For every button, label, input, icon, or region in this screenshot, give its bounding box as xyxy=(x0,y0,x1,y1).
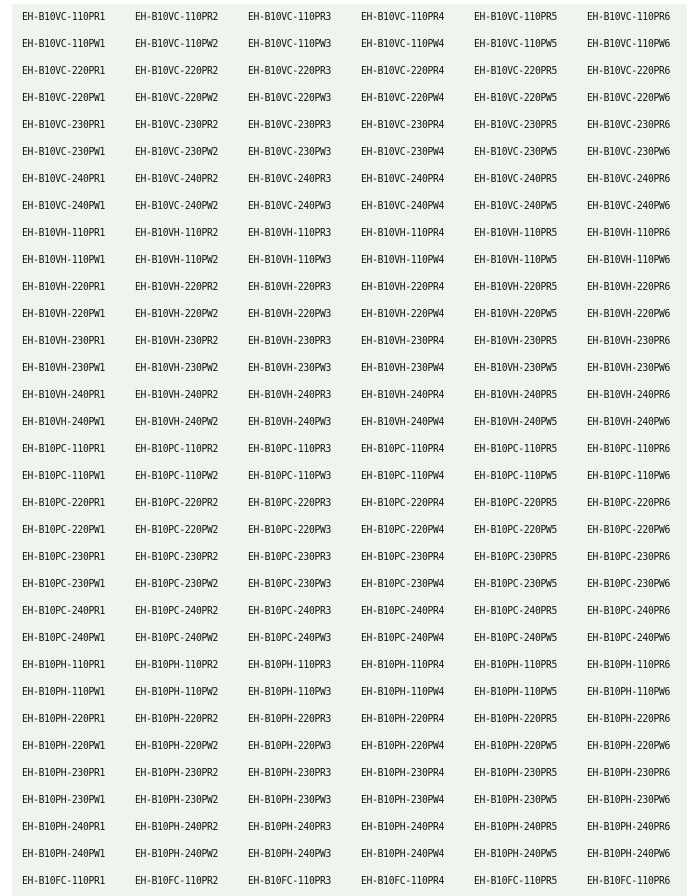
model-code-cell: EH-B10PH-240PW1 xyxy=(22,848,106,860)
model-code-cell: EH-B10VC-240PR1 xyxy=(22,173,106,185)
model-code-cell: EH-B10PH-230PR4 xyxy=(361,767,445,779)
model-code-cell: EH-B10PH-110PR4 xyxy=(361,659,445,671)
model-code-cell: EH-B10PC-110PR4 xyxy=(361,443,445,455)
model-code-cell: EH-B10PC-110PR3 xyxy=(248,443,332,455)
model-code-cell: EH-B10VC-220PW3 xyxy=(248,92,332,104)
model-code-cell: EH-B10VH-220PW4 xyxy=(361,308,445,320)
model-code-cell: EH-B10VC-110PR5 xyxy=(474,11,558,23)
model-code-cell: EH-B10PH-220PR2 xyxy=(135,713,219,725)
model-code-cell: EH-B10PH-110PW1 xyxy=(22,686,106,698)
model-code-cell: EH-B10VC-110PW6 xyxy=(587,38,671,50)
model-code-cell: EH-B10VC-230PR4 xyxy=(361,119,445,131)
model-code-cell: EH-B10VH-110PR4 xyxy=(361,227,445,239)
model-code-cell: EH-B10VH-230PR2 xyxy=(135,335,219,347)
model-code-cell: EH-B10VC-220PW4 xyxy=(361,92,445,104)
model-code-cell: EH-B10FC-110PR1 xyxy=(22,875,106,887)
model-code-cell: EH-B10PH-110PW6 xyxy=(587,686,671,698)
model-code-cell: EH-B10VC-230PR6 xyxy=(587,119,671,131)
model-code-cell: EH-B10VH-110PW1 xyxy=(22,254,106,266)
model-code-cell: EH-B10PH-240PR5 xyxy=(474,821,558,833)
model-code-cell: EH-B10VH-110PR5 xyxy=(474,227,558,239)
model-code-cell: EH-B10VH-110PR6 xyxy=(587,227,671,239)
model-code-cell: EH-B10PC-240PR2 xyxy=(135,605,219,617)
model-grid xyxy=(22,4,687,895)
model-code-cell: EH-B10VH-110PR3 xyxy=(248,227,332,239)
model-code-cell: EH-B10VC-220PW5 xyxy=(474,92,558,104)
model-code-cell: EH-B10PC-110PW2 xyxy=(135,470,219,482)
model-code-cell: EH-B10VH-220PW3 xyxy=(248,308,332,320)
model-code-cell: EH-B10PH-240PW5 xyxy=(474,848,558,860)
model-code-cell: EH-B10PC-110PR6 xyxy=(587,443,671,455)
model-code-cell: EH-B10PH-220PR1 xyxy=(22,713,106,725)
model-code-cell: EH-B10PC-230PW4 xyxy=(361,578,445,590)
model-code-cell: EH-B10PH-110PW5 xyxy=(474,686,558,698)
model-code-cell: EH-B10VH-230PW1 xyxy=(22,362,106,374)
model-code-cell: EH-B10PC-220PW3 xyxy=(248,524,332,536)
model-code-cell: EH-B10VC-230PR5 xyxy=(474,119,558,131)
model-code-cell: EH-B10VH-230PW3 xyxy=(248,362,332,374)
model-code-cell: EH-B10VC-240PW5 xyxy=(474,200,558,212)
model-code-cell: EH-B10VH-220PR1 xyxy=(22,281,106,293)
model-code-cell: EH-B10PC-240PW4 xyxy=(361,632,445,644)
model-code-cell: EH-B10VC-230PR2 xyxy=(135,119,219,131)
model-code-cell: EH-B10VC-110PW5 xyxy=(474,38,558,50)
model-code-cell: EH-B10PC-220PR3 xyxy=(248,497,332,509)
model-code-cell: EH-B10VH-110PW3 xyxy=(248,254,332,266)
model-code-cell: EH-B10PC-230PW1 xyxy=(22,578,106,590)
model-code-cell: EH-B10PH-220PW3 xyxy=(248,740,332,752)
model-code-cell: EH-B10PC-220PR1 xyxy=(22,497,106,509)
model-code-cell: EH-B10PC-230PR4 xyxy=(361,551,445,563)
model-code-cell: EH-B10PC-230PW3 xyxy=(248,578,332,590)
model-code-cell: EH-B10PC-220PR5 xyxy=(474,497,558,509)
model-code-cell: EH-B10PH-220PR3 xyxy=(248,713,332,725)
model-code-cell: EH-B10VH-240PW6 xyxy=(587,416,671,428)
model-code-cell: EH-B10PH-240PR4 xyxy=(361,821,445,833)
model-code-cell: EH-B10PH-240PW6 xyxy=(587,848,671,860)
model-code-cell: EH-B10PC-220PW2 xyxy=(135,524,219,536)
model-code-cell: EH-B10VH-220PW5 xyxy=(474,308,558,320)
model-code-cell: EH-B10VC-230PW3 xyxy=(248,146,332,158)
model-code-cell: EH-B10PH-220PR5 xyxy=(474,713,558,725)
model-code-cell: EH-B10VC-240PW1 xyxy=(22,200,106,212)
model-code-cell: EH-B10VH-230PW4 xyxy=(361,362,445,374)
model-code-cell: EH-B10VC-220PR6 xyxy=(587,65,671,77)
model-code-cell: EH-B10PH-220PW4 xyxy=(361,740,445,752)
model-code-cell: EH-B10VH-240PR1 xyxy=(22,389,106,401)
model-code-cell: EH-B10PH-240PW4 xyxy=(361,848,445,860)
model-code-cell: EH-B10VH-230PR4 xyxy=(361,335,445,347)
model-code-cell: EH-B10PC-110PW1 xyxy=(22,470,106,482)
model-code-cell: EH-B10PH-220PW1 xyxy=(22,740,106,752)
model-code-cell: EH-B10PH-220PW5 xyxy=(474,740,558,752)
model-code-cell: EH-B10VH-230PW6 xyxy=(587,362,671,374)
model-code-cell: EH-B10VC-240PR5 xyxy=(474,173,558,185)
model-code-cell: EH-B10VC-230PW1 xyxy=(22,146,106,158)
model-code-cell: EH-B10VC-110PW1 xyxy=(22,38,106,50)
model-code-cell: EH-B10VC-240PR4 xyxy=(361,173,445,185)
model-code-cell: EH-B10PH-230PW5 xyxy=(474,794,558,806)
model-code-cell: EH-B10VH-230PW2 xyxy=(135,362,219,374)
model-code-cell: EH-B10VH-110PW4 xyxy=(361,254,445,266)
model-code-cell: EH-B10FC-110PR3 xyxy=(248,875,332,887)
model-code-cell: EH-B10PH-230PW6 xyxy=(587,794,671,806)
model-code-cell: EH-B10VC-230PW4 xyxy=(361,146,445,158)
model-code-cell: EH-B10PH-110PW2 xyxy=(135,686,219,698)
model-code-cell: EH-B10VH-110PR2 xyxy=(135,227,219,239)
model-code-cell: EH-B10VH-220PW1 xyxy=(22,308,106,320)
model-code-cell: EH-B10PH-240PR3 xyxy=(248,821,332,833)
model-code-cell: EH-B10PC-240PW5 xyxy=(474,632,558,644)
model-code-cell: EH-B10VH-240PR4 xyxy=(361,389,445,401)
model-code-cell: EH-B10PH-220PW6 xyxy=(587,740,671,752)
model-code-cell: EH-B10PC-110PW3 xyxy=(248,470,332,482)
model-code-cell: EH-B10VC-220PW1 xyxy=(22,92,106,104)
model-code-cell: EH-B10VC-110PR4 xyxy=(361,11,445,23)
model-code-cell: EH-B10PC-110PR2 xyxy=(135,443,219,455)
model-code-cell: EH-B10VH-110PR1 xyxy=(22,227,106,239)
model-code-cell: EH-B10VH-240PW4 xyxy=(361,416,445,428)
model-code-cell: EH-B10VH-240PR5 xyxy=(474,389,558,401)
model-code-cell: EH-B10VC-240PW2 xyxy=(135,200,219,212)
model-code-cell: EH-B10VH-240PW3 xyxy=(248,416,332,428)
model-code-cell: EH-B10PC-240PW1 xyxy=(22,632,106,644)
model-code-cell: EH-B10FC-110PR4 xyxy=(361,875,445,887)
model-code-cell: EH-B10VC-220PW6 xyxy=(587,92,671,104)
model-code-cell: EH-B10FC-110PR5 xyxy=(474,875,558,887)
model-code-cell: EH-B10PC-240PW3 xyxy=(248,632,332,644)
model-code-cell: EH-B10PC-220PW4 xyxy=(361,524,445,536)
model-code-cell: EH-B10PH-110PR3 xyxy=(248,659,332,671)
model-code-cell: EH-B10VH-230PR6 xyxy=(587,335,671,347)
model-code-cell: EH-B10VC-230PR1 xyxy=(22,119,106,131)
model-code-cell: EH-B10VH-110PW5 xyxy=(474,254,558,266)
model-code-cell: EH-B10VH-240PW5 xyxy=(474,416,558,428)
model-code-cell: EH-B10PH-220PR4 xyxy=(361,713,445,725)
model-code-cell: EH-B10VC-240PW3 xyxy=(248,200,332,212)
model-code-cell: EH-B10PC-230PW2 xyxy=(135,578,219,590)
model-code-cell: EH-B10PH-230PW2 xyxy=(135,794,219,806)
model-code-cell: EH-B10VH-220PR4 xyxy=(361,281,445,293)
model-code-cell: EH-B10VC-110PR1 xyxy=(22,11,106,23)
model-code-cell: EH-B10FC-110PR6 xyxy=(587,875,671,887)
model-code-cell: EH-B10VH-240PW1 xyxy=(22,416,106,428)
model-code-cell: EH-B10PH-230PR3 xyxy=(248,767,332,779)
model-code-cell: EH-B10VC-110PR6 xyxy=(587,11,671,23)
model-code-cell: EH-B10VC-230PR3 xyxy=(248,119,332,131)
model-code-cell: EH-B10VC-220PR1 xyxy=(22,65,106,77)
model-code-cell: EH-B10PH-110PR5 xyxy=(474,659,558,671)
model-code-cell: EH-B10VC-220PR3 xyxy=(248,65,332,77)
model-code-cell: EH-B10PC-110PW5 xyxy=(474,470,558,482)
model-list-panel xyxy=(12,4,687,896)
model-code-cell: EH-B10PC-110PR5 xyxy=(474,443,558,455)
model-code-cell: EH-B10VH-240PR2 xyxy=(135,389,219,401)
model-code-cell: EH-B10VC-240PR3 xyxy=(248,173,332,185)
model-code-cell: EH-B10VC-220PR4 xyxy=(361,65,445,77)
model-code-cell: EH-B10VC-230PW2 xyxy=(135,146,219,158)
model-code-cell: EH-B10PC-230PW5 xyxy=(474,578,558,590)
model-code-cell: EH-B10PC-220PW1 xyxy=(22,524,106,536)
model-code-cell: EH-B10PC-220PR4 xyxy=(361,497,445,509)
model-code-cell: EH-B10VH-230PW5 xyxy=(474,362,558,374)
model-code-cell: EH-B10PH-230PR6 xyxy=(587,767,671,779)
model-code-cell: EH-B10VC-110PR2 xyxy=(135,11,219,23)
model-code-cell: EH-B10PC-230PR3 xyxy=(248,551,332,563)
model-code-cell: EH-B10VC-110PW3 xyxy=(248,38,332,50)
model-code-cell: EH-B10PC-110PW4 xyxy=(361,470,445,482)
model-code-cell: EH-B10PC-230PR5 xyxy=(474,551,558,563)
model-code-cell: EH-B10PC-220PR6 xyxy=(587,497,671,509)
model-code-cell: EH-B10PH-230PR1 xyxy=(22,767,106,779)
model-code-cell: EH-B10VH-240PR3 xyxy=(248,389,332,401)
model-code-cell: EH-B10PH-240PW3 xyxy=(248,848,332,860)
model-code-cell: EH-B10VH-220PW6 xyxy=(587,308,671,320)
model-code-cell: EH-B10PH-220PR6 xyxy=(587,713,671,725)
model-code-cell: EH-B10FC-110PR2 xyxy=(135,875,219,887)
model-code-cell: EH-B10VH-220PR2 xyxy=(135,281,219,293)
model-code-cell: EH-B10VC-240PW4 xyxy=(361,200,445,212)
model-code-cell: EH-B10VC-110PW2 xyxy=(135,38,219,50)
model-code-cell: EH-B10VH-230PR1 xyxy=(22,335,106,347)
model-code-cell: EH-B10VH-110PW6 xyxy=(587,254,671,266)
model-code-cell: EH-B10PC-230PW6 xyxy=(587,578,671,590)
model-code-cell: EH-B10PC-220PR2 xyxy=(135,497,219,509)
model-code-cell: EH-B10PH-230PR5 xyxy=(474,767,558,779)
model-code-cell: EH-B10PH-230PW1 xyxy=(22,794,106,806)
model-code-cell: EH-B10PH-240PR6 xyxy=(587,821,671,833)
model-code-cell: EH-B10VH-220PW2 xyxy=(135,308,219,320)
model-code-cell: EH-B10PC-110PW6 xyxy=(587,470,671,482)
model-code-cell: EH-B10PC-240PR3 xyxy=(248,605,332,617)
model-code-cell: EH-B10VC-230PW6 xyxy=(587,146,671,158)
model-code-cell: EH-B10PC-240PW2 xyxy=(135,632,219,644)
model-code-cell: EH-B10VH-220PR5 xyxy=(474,281,558,293)
model-code-cell: EH-B10VH-240PW2 xyxy=(135,416,219,428)
model-code-cell: EH-B10PH-110PR2 xyxy=(135,659,219,671)
model-code-cell: EH-B10PH-220PW2 xyxy=(135,740,219,752)
model-code-cell: EH-B10PC-240PR6 xyxy=(587,605,671,617)
model-code-cell: EH-B10VC-220PR2 xyxy=(135,65,219,77)
model-code-cell: EH-B10VC-220PR5 xyxy=(474,65,558,77)
model-code-cell: EH-B10PH-230PW3 xyxy=(248,794,332,806)
model-code-cell: EH-B10PH-230PW4 xyxy=(361,794,445,806)
model-code-cell: EH-B10PC-110PR1 xyxy=(22,443,106,455)
model-code-cell: EH-B10PH-240PR2 xyxy=(135,821,219,833)
model-code-cell: EH-B10PC-220PW5 xyxy=(474,524,558,536)
model-code-cell: EH-B10VC-240PR6 xyxy=(587,173,671,185)
model-code-cell: EH-B10VH-230PR3 xyxy=(248,335,332,347)
model-code-cell: EH-B10PC-230PR1 xyxy=(22,551,106,563)
model-code-cell: EH-B10PH-110PW4 xyxy=(361,686,445,698)
model-code-cell: EH-B10PC-230PR6 xyxy=(587,551,671,563)
model-code-cell: EH-B10PC-240PR4 xyxy=(361,605,445,617)
model-code-cell: EH-B10PC-230PR2 xyxy=(135,551,219,563)
model-code-cell: EH-B10PH-240PW2 xyxy=(135,848,219,860)
model-code-cell: EH-B10PH-110PR6 xyxy=(587,659,671,671)
model-code-cell: EH-B10VC-220PW2 xyxy=(135,92,219,104)
model-code-cell: EH-B10PC-240PR5 xyxy=(474,605,558,617)
model-code-cell: EH-B10VC-240PW6 xyxy=(587,200,671,212)
model-code-cell: EH-B10VH-220PR6 xyxy=(587,281,671,293)
model-code-cell: EH-B10PC-240PR1 xyxy=(22,605,106,617)
model-code-cell: EH-B10VH-110PW2 xyxy=(135,254,219,266)
model-code-cell: EH-B10PH-240PR1 xyxy=(22,821,106,833)
model-code-cell: EH-B10VC-110PW4 xyxy=(361,38,445,50)
model-code-cell: EH-B10PH-110PW3 xyxy=(248,686,332,698)
model-code-cell: EH-B10PC-240PW6 xyxy=(587,632,671,644)
model-code-cell: EH-B10VC-110PR3 xyxy=(248,11,332,23)
model-code-cell: EH-B10VC-230PW5 xyxy=(474,146,558,158)
model-code-cell: EH-B10VH-220PR3 xyxy=(248,281,332,293)
model-code-cell: EH-B10VC-240PR2 xyxy=(135,173,219,185)
model-code-cell: EH-B10PC-220PW6 xyxy=(587,524,671,536)
model-code-cell: EH-B10PH-230PR2 xyxy=(135,767,219,779)
model-code-cell: EH-B10VH-240PR6 xyxy=(587,389,671,401)
model-code-cell: EH-B10PH-110PR1 xyxy=(22,659,106,671)
model-code-cell: EH-B10VH-230PR5 xyxy=(474,335,558,347)
